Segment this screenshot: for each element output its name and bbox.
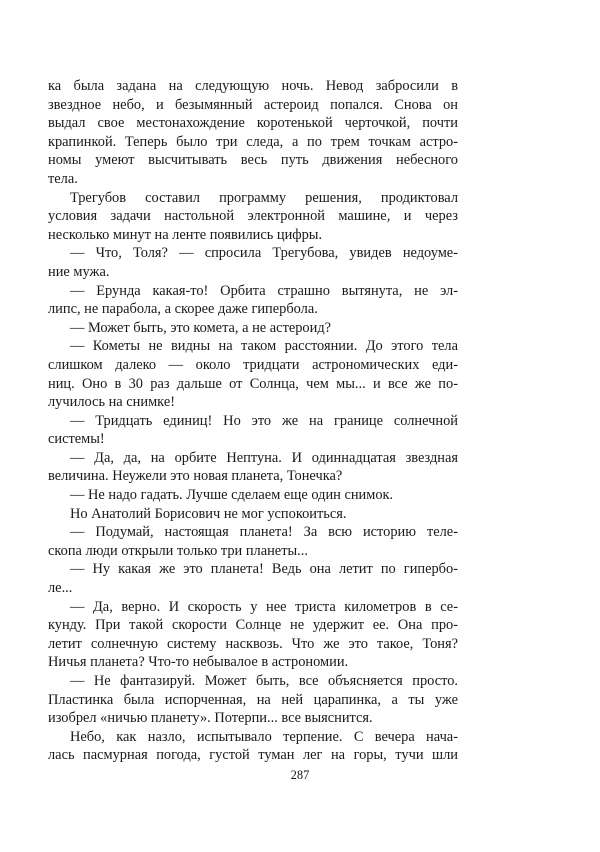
text-line: лучилось на снимке! xyxy=(48,394,175,411)
text-line: — Подумай, настоящая планета! За всю историю теле- xyxy=(70,524,458,541)
text-line: — Тридцать единиц! Но это же на границе солнечной xyxy=(70,412,458,429)
paragraph xyxy=(48,523,458,560)
paragraph xyxy=(48,672,458,728)
paragraph xyxy=(48,77,458,189)
paragraph xyxy=(48,244,458,281)
text-line: звездное небо, и безымянный астероид попался. Снова он xyxy=(48,96,458,113)
text-line: несколько минут на ленте появились цифры. xyxy=(48,226,323,243)
text-line: номы умеют высчитывать весь путь движения небесного xyxy=(48,152,458,169)
text-line: — Не фантазируй. Может быть, все объясняется просто. xyxy=(70,673,458,689)
text-line: ка была задана на следующую ночь. Невод забросили в xyxy=(48,78,458,94)
paragraph xyxy=(48,728,458,765)
text-line: — Да, да, на орбите Нептуна. И одиннадцатая звездная xyxy=(70,449,458,466)
text-line: кунду. При такой скорости Солнце не удержит ее. Она про- xyxy=(48,617,458,634)
text-line: слишком далеко — около тридцати астрономических еди- xyxy=(48,356,458,373)
paragraph xyxy=(48,560,458,597)
body-text xyxy=(48,77,458,765)
text-line: ниц. Оно в 30 раз дальше от Солнца, чем мы... и все же по- xyxy=(48,375,458,392)
paragraph xyxy=(48,189,458,245)
paragraph xyxy=(48,412,458,449)
text-line: величина. Неужели это новая планета, Тонечка? xyxy=(48,468,343,485)
text-line: выдал свое местонахождение коротенькой черточкой, почти xyxy=(48,115,458,132)
text-line: Небо, как назло, испытывало терпение. С вечера нача- xyxy=(70,728,458,745)
text-line: лась пасмурная погода, густой туман лег на горы, тучи шли xyxy=(48,747,458,764)
text-line: — Кометы не видны на таком расстоянии. До этого тела xyxy=(70,338,458,355)
text-line: — Да, верно. И скорость у нее триста километров в се- xyxy=(70,598,458,615)
paragraph xyxy=(48,282,458,319)
text-line: системы! xyxy=(48,431,105,448)
text-line: летит солнечную систему насквозь. Что же это такое, Тоня? xyxy=(48,635,458,652)
text-line: Но Анатолий Борисович не мог успокоиться. xyxy=(70,505,347,522)
text-line: — Может быть, это комета, а не астероид? xyxy=(70,319,332,336)
text-line: условия задачи настольной электронной машине, и через xyxy=(48,208,458,225)
text-line: крапинкой. Теперь было три следа, а по трем точкам астро- xyxy=(48,133,458,150)
text-line: — Ерунда какая-то! Орбита страшно вытянута, не эл- xyxy=(70,282,458,299)
text-line: ние мужа. xyxy=(48,263,110,280)
text-line: — Не надо гадать. Лучше сделаем еще один снимок. xyxy=(70,487,394,504)
text-line: Ничья планета? Что-то небывалое в астрономии. xyxy=(48,654,349,671)
text-line: тела. xyxy=(48,170,78,187)
text-line: Трегубов составил программу решения, продиктовал xyxy=(70,189,458,206)
paragraph xyxy=(48,337,458,411)
text-line: ле... xyxy=(48,580,73,597)
text-line: — Что, Толя? — спросила Трегубова, увидев недоуме- xyxy=(70,245,458,262)
paragraph xyxy=(48,598,458,672)
text-line: липс, не парабола, а скорее даже гипербола. xyxy=(48,301,318,318)
text-line: Пластинка была испорченная, на ней царапинка, а ты уже xyxy=(48,691,458,708)
paragraph xyxy=(48,449,458,486)
text-line: изобрел «ничью планету». Потерпи... все выяснится. xyxy=(48,710,373,727)
text-line: — Ну какая же это планета! Ведь она летит по гипербо- xyxy=(70,561,458,578)
paragraph xyxy=(48,486,458,505)
paragraph xyxy=(48,319,458,338)
text-line: скопа люди открыли только три планеты... xyxy=(48,542,308,559)
paragraph xyxy=(48,505,458,524)
page-number: 287 xyxy=(290,768,310,782)
